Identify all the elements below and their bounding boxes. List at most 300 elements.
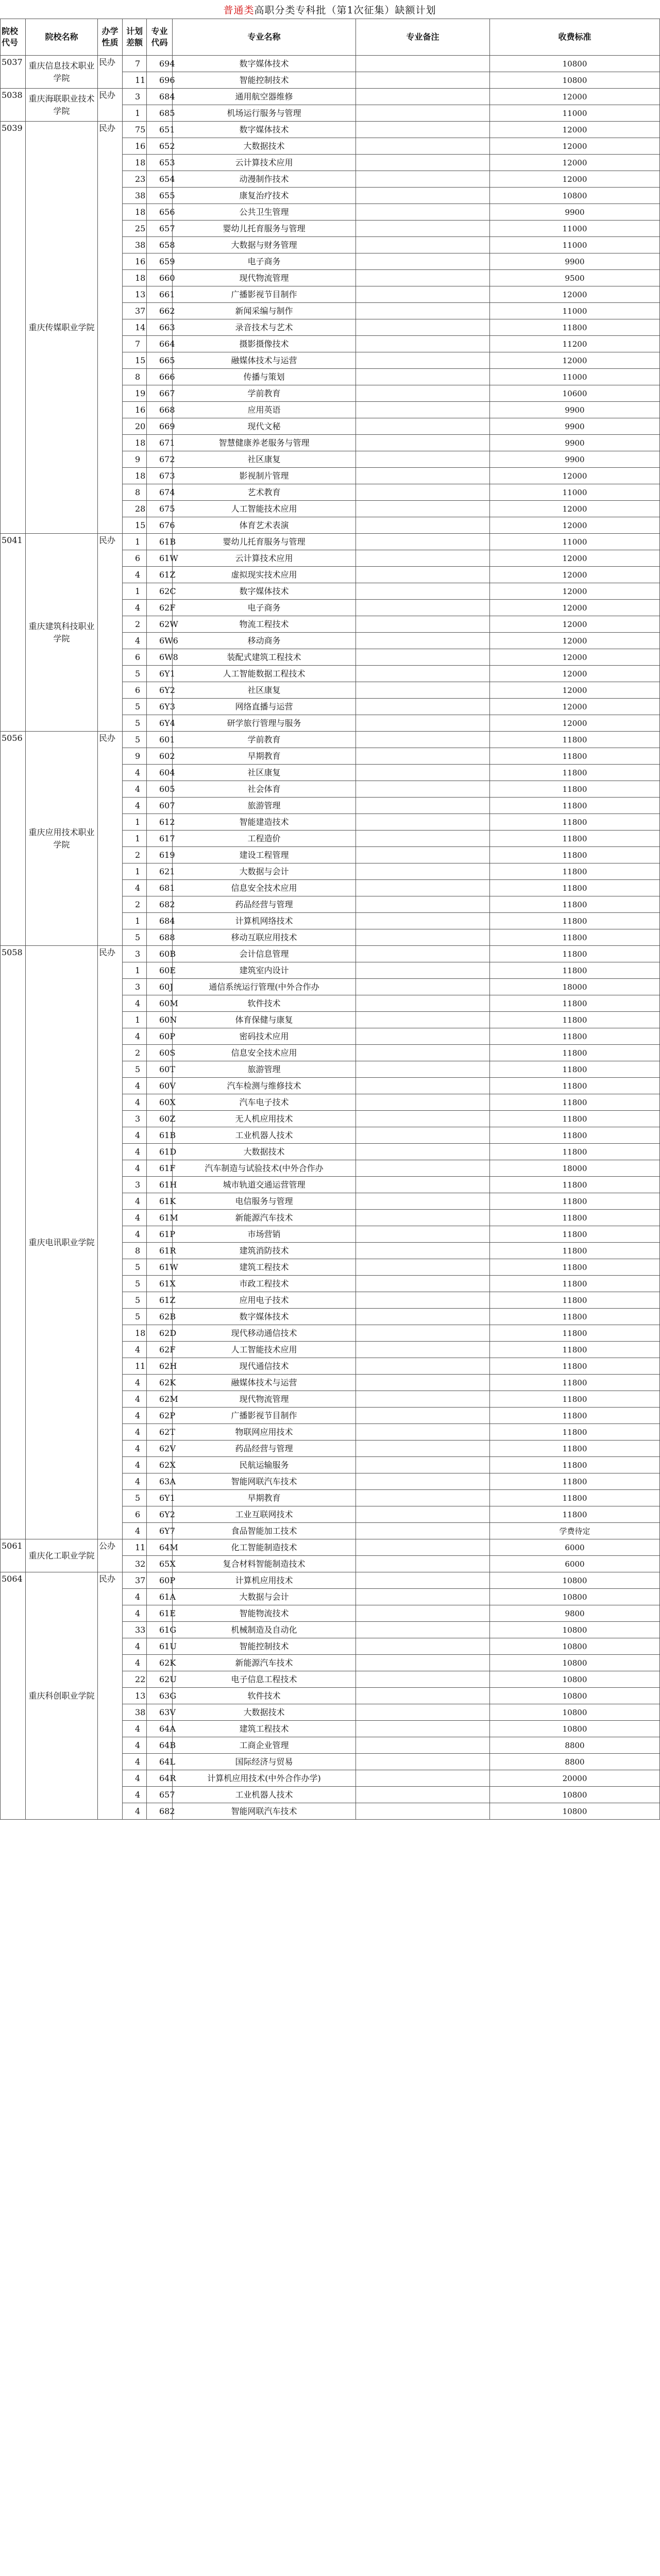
major-code: 601	[147, 732, 173, 748]
fee-cell: 10800	[490, 1655, 660, 1671]
fee-cell: 11800	[490, 913, 660, 929]
fee-cell: 11800	[490, 1028, 660, 1045]
remark-cell	[356, 237, 490, 253]
major-code: 6Y7	[147, 1523, 173, 1539]
table-row	[1, 534, 660, 550]
remark-cell	[356, 1523, 490, 1539]
fee-cell: 12000	[490, 138, 660, 155]
major-code: 6Y3	[147, 699, 173, 715]
major-code: 62X	[147, 1457, 173, 1473]
plan-cell: 4	[123, 1605, 147, 1622]
remark-cell	[356, 1424, 490, 1440]
fee-cell: 11800	[490, 1473, 660, 1490]
remark-cell	[356, 798, 490, 814]
plan-cell: 16	[123, 138, 147, 155]
fee-cell: 10800	[490, 1787, 660, 1803]
table-row	[1, 1539, 660, 1556]
major-name: 民航运输服务	[173, 1457, 356, 1473]
remark-cell	[356, 748, 490, 765]
plan-cell: 1	[123, 105, 147, 122]
major-code: 6Y4	[147, 715, 173, 732]
plan-cell: 4	[123, 1589, 147, 1605]
plan-cell: 28	[123, 501, 147, 517]
major-name: 汽车制造与试验技术(中外合作办	[173, 1160, 356, 1177]
remark-cell	[356, 1787, 490, 1803]
header-school-name: 院校名称	[26, 19, 98, 56]
plan-cell: 4	[123, 567, 147, 583]
remark-cell	[356, 682, 490, 699]
major-code: 673	[147, 468, 173, 484]
fee-cell: 11800	[490, 1325, 660, 1342]
plan-cell: 4	[123, 1721, 147, 1737]
major-name: 现代文秘	[173, 418, 356, 435]
plan-cell: 18	[123, 468, 147, 484]
fee-cell: 11800	[490, 1177, 660, 1193]
title-accent: 普通类	[223, 4, 255, 16]
remark-cell	[356, 1803, 490, 1820]
fee-cell: 11000	[490, 237, 660, 253]
school-name: 重庆应用技术职业学院	[26, 732, 98, 946]
remark-cell	[356, 1226, 490, 1243]
fee-cell: 12000	[490, 682, 660, 699]
major-code: 657	[147, 1787, 173, 1803]
remark-cell	[356, 633, 490, 649]
major-name: 智能物流技术	[173, 1605, 356, 1622]
page-title	[0, 0, 659, 19]
table-row	[1, 1572, 660, 1589]
major-code: 61W	[147, 1259, 173, 1276]
major-name: 康复治疗技术	[173, 188, 356, 204]
school-name: 重庆传媒职业学院	[26, 122, 98, 534]
plan-cell: 4	[123, 600, 147, 616]
major-name: 现代物流管理	[173, 270, 356, 286]
major-name: 应用电子技术	[173, 1292, 356, 1309]
major-name: 无人机应用技术	[173, 1111, 356, 1127]
plan-cell: 1	[123, 583, 147, 600]
major-code: 676	[147, 517, 173, 534]
fee-cell: 9900	[490, 418, 660, 435]
major-code: 61U	[147, 1638, 173, 1655]
major-name: 密码技术应用	[173, 1028, 356, 1045]
major-name: 公共卫生管理	[173, 204, 356, 221]
fee-cell: 11800	[490, 1358, 660, 1375]
plan-cell: 13	[123, 286, 147, 303]
fee-cell: 9800	[490, 1605, 660, 1622]
major-name: 工业机器人技术	[173, 1127, 356, 1144]
major-name: 现代移动通信技术	[173, 1325, 356, 1342]
major-name: 通用航空器维修	[173, 89, 356, 105]
major-name: 数字媒体技术	[173, 1309, 356, 1325]
fee-cell: 11000	[490, 221, 660, 237]
plan-cell: 4	[123, 1440, 147, 1457]
remark-cell	[356, 1622, 490, 1638]
remark-cell	[356, 863, 490, 880]
major-code: 62V	[147, 1440, 173, 1457]
remark-cell	[356, 1111, 490, 1127]
major-code: 63V	[147, 1704, 173, 1721]
major-name: 智能网联汽车技术	[173, 1803, 356, 1820]
major-code: 62H	[147, 1358, 173, 1375]
school-code: 5038	[1, 89, 26, 122]
fee-cell: 11800	[490, 1457, 660, 1473]
major-name: 汽车检测与维修技术	[173, 1078, 356, 1094]
major-code: 63A	[147, 1473, 173, 1490]
remark-cell	[356, 1127, 490, 1144]
major-name: 智能网联汽车技术	[173, 1473, 356, 1490]
plan-cell: 38	[123, 237, 147, 253]
plan-cell: 3	[123, 946, 147, 962]
fee-cell: 8800	[490, 1754, 660, 1770]
major-code: 612	[147, 814, 173, 831]
major-code: 61D	[147, 1144, 173, 1160]
major-code: 60Z	[147, 1111, 173, 1127]
major-code: 62K	[147, 1655, 173, 1671]
major-name: 移动互联应用技术	[173, 929, 356, 946]
remark-cell	[356, 1309, 490, 1325]
plan-cell: 9	[123, 451, 147, 468]
plan-cell: 25	[123, 221, 147, 237]
fee-cell: 11800	[490, 319, 660, 336]
fee-cell: 11800	[490, 896, 660, 913]
remark-cell	[356, 319, 490, 336]
major-name: 药品经营与管理	[173, 1440, 356, 1457]
plan-cell: 5	[123, 699, 147, 715]
plan-cell: 11	[123, 72, 147, 89]
fee-cell: 12000	[490, 468, 660, 484]
school-type: 民办	[98, 732, 123, 946]
fee-cell: 11800	[490, 1193, 660, 1210]
fee-cell: 11800	[490, 880, 660, 896]
remark-cell	[356, 600, 490, 616]
major-code: 65X	[147, 1556, 173, 1572]
plan-cell: 8	[123, 1243, 147, 1259]
school-type: 民办	[98, 56, 123, 89]
fee-cell: 10800	[490, 188, 660, 204]
remark-cell	[356, 369, 490, 385]
fee-cell: 10600	[490, 385, 660, 402]
plan-cell: 2	[123, 896, 147, 913]
remark-cell	[356, 418, 490, 435]
major-code: 661	[147, 286, 173, 303]
table-body	[1, 56, 660, 1820]
plan-cell: 16	[123, 253, 147, 270]
major-name: 电子商务	[173, 600, 356, 616]
remark-cell	[356, 1325, 490, 1342]
remark-cell	[356, 1605, 490, 1622]
major-name: 大数据技术	[173, 1704, 356, 1721]
major-code: 62W	[147, 616, 173, 633]
fee-cell: 学费待定	[490, 1523, 660, 1539]
major-code: 667	[147, 385, 173, 402]
plan-cell: 15	[123, 352, 147, 369]
major-name: 计算机网络技术	[173, 913, 356, 929]
school-name: 重庆建筑科技职业学院	[26, 534, 98, 732]
fee-cell: 6000	[490, 1539, 660, 1556]
major-name: 食品智能加工技术	[173, 1523, 356, 1539]
remark-cell	[356, 286, 490, 303]
fee-cell: 12000	[490, 583, 660, 600]
table-row	[1, 732, 660, 748]
remark-cell	[356, 616, 490, 633]
major-name: 软件技术	[173, 1688, 356, 1704]
major-code: 61G	[147, 1622, 173, 1638]
major-name: 计算机应用技术	[173, 1572, 356, 1589]
major-code: 685	[147, 105, 173, 122]
major-code: 61Z	[147, 567, 173, 583]
major-code: 658	[147, 237, 173, 253]
remark-cell	[356, 715, 490, 732]
remark-cell	[356, 1457, 490, 1473]
school-type: 民办	[98, 89, 123, 122]
plan-cell: 19	[123, 385, 147, 402]
remark-cell	[356, 583, 490, 600]
major-code: 62T	[147, 1424, 173, 1440]
major-code: 653	[147, 155, 173, 171]
school-code: 5041	[1, 534, 26, 732]
major-name: 大数据技术	[173, 138, 356, 155]
major-code: 664	[147, 336, 173, 352]
remark-cell	[356, 385, 490, 402]
major-name: 智能控制技术	[173, 1638, 356, 1655]
school-type: 民办	[98, 946, 123, 1539]
major-code: 652	[147, 138, 173, 155]
fee-cell: 12000	[490, 600, 660, 616]
major-name: 社会体育	[173, 781, 356, 798]
remark-cell	[356, 567, 490, 583]
major-code: 64A	[147, 1721, 173, 1737]
fee-cell: 11800	[490, 748, 660, 765]
fee-cell: 9900	[490, 253, 660, 270]
fee-cell: 8800	[490, 1737, 660, 1754]
major-name: 社区康复	[173, 682, 356, 699]
remark-cell	[356, 517, 490, 534]
major-code: 655	[147, 188, 173, 204]
plan-cell: 5	[123, 666, 147, 682]
plan-cell: 4	[123, 1210, 147, 1226]
major-name: 智慧健康养老服务与管理	[173, 435, 356, 451]
remark-cell	[356, 1490, 490, 1506]
major-name: 物流工程技术	[173, 616, 356, 633]
plan-cell: 4	[123, 1787, 147, 1803]
plan-cell: 1	[123, 534, 147, 550]
remark-cell	[356, 56, 490, 72]
major-code: 62C	[147, 583, 173, 600]
school-name: 重庆科创职业学院	[26, 1572, 98, 1820]
fee-cell: 11800	[490, 1490, 660, 1506]
plan-cell: 22	[123, 1671, 147, 1688]
plan-cell: 4	[123, 1078, 147, 1094]
major-name: 城市轨道交通运营管理	[173, 1177, 356, 1193]
remark-cell	[356, 138, 490, 155]
major-code: 6Y1	[147, 666, 173, 682]
remark-cell	[356, 913, 490, 929]
remark-cell	[356, 1045, 490, 1061]
remark-cell	[356, 435, 490, 451]
major-code: 61K	[147, 1193, 173, 1210]
major-name: 早期教育	[173, 748, 356, 765]
fee-cell: 12000	[490, 649, 660, 666]
fee-cell: 11800	[490, 1226, 660, 1243]
remark-cell	[356, 270, 490, 286]
major-code: 61P	[147, 1226, 173, 1243]
fee-cell: 12000	[490, 633, 660, 649]
major-name: 建筑工程技术	[173, 1259, 356, 1276]
plan-cell: 4	[123, 1523, 147, 1539]
header-school-code: 院校代号	[1, 19, 26, 56]
plan-cell: 3	[123, 1177, 147, 1193]
major-code: 671	[147, 435, 173, 451]
major-code: 668	[147, 402, 173, 418]
major-name: 虚拟现实技术应用	[173, 567, 356, 583]
remark-cell	[356, 1177, 490, 1193]
major-name: 人工智能技术应用	[173, 501, 356, 517]
major-name: 化工智能制造技术	[173, 1539, 356, 1556]
major-code: 60X	[147, 1094, 173, 1111]
plan-cell: 4	[123, 633, 147, 649]
major-code: 60T	[147, 1061, 173, 1078]
major-code: 6Y2	[147, 1506, 173, 1523]
major-name: 摄影摄像技术	[173, 336, 356, 352]
major-name: 软件技术	[173, 995, 356, 1012]
plan-cell: 38	[123, 1704, 147, 1721]
school-code: 5061	[1, 1539, 26, 1572]
major-name: 学前教育	[173, 385, 356, 402]
remark-cell	[356, 155, 490, 171]
major-name: 国际经济与贸易	[173, 1754, 356, 1770]
remark-cell	[356, 814, 490, 831]
fee-cell: 11800	[490, 1342, 660, 1358]
remark-cell	[356, 1193, 490, 1210]
plan-cell: 75	[123, 122, 147, 138]
major-name: 工业互联网技术	[173, 1506, 356, 1523]
remark-cell	[356, 1061, 490, 1078]
fee-cell: 10800	[490, 1671, 660, 1688]
fee-cell: 18000	[490, 979, 660, 995]
remark-cell	[356, 1770, 490, 1787]
fee-cell: 10800	[490, 1572, 660, 1589]
plan-cell: 38	[123, 188, 147, 204]
major-name: 物联网应用技术	[173, 1424, 356, 1440]
plan-cell: 4	[123, 1770, 147, 1787]
plan-cell: 4	[123, 1028, 147, 1045]
fee-cell: 10800	[490, 1622, 660, 1638]
plan-cell: 2	[123, 847, 147, 863]
remark-cell	[356, 188, 490, 204]
plan-cell: 4	[123, 1737, 147, 1754]
major-code: 659	[147, 253, 173, 270]
fee-cell: 12000	[490, 171, 660, 188]
fee-cell: 11800	[490, 814, 660, 831]
plan-cell: 4	[123, 1424, 147, 1440]
fee-cell: 11800	[490, 1259, 660, 1276]
major-code: 6Y1	[147, 1490, 173, 1506]
remark-cell	[356, 1556, 490, 1572]
major-code: 61R	[147, 1243, 173, 1259]
fee-cell: 11800	[490, 831, 660, 847]
major-code: 672	[147, 451, 173, 468]
remark-cell	[356, 1391, 490, 1408]
plan-cell: 7	[123, 336, 147, 352]
major-code: 607	[147, 798, 173, 814]
major-name: 旅游管理	[173, 1061, 356, 1078]
remark-cell	[356, 962, 490, 979]
major-code: 62U	[147, 1671, 173, 1688]
remark-cell	[356, 1539, 490, 1556]
remark-cell	[356, 1473, 490, 1490]
plan-cell: 6	[123, 649, 147, 666]
plan-cell: 1	[123, 913, 147, 929]
major-name: 社区康复	[173, 451, 356, 468]
school-name: 重庆海联职业技术学院	[26, 89, 98, 122]
fee-cell: 9900	[490, 204, 660, 221]
plan-cell: 6	[123, 682, 147, 699]
plan-cell: 4	[123, 1342, 147, 1358]
fee-cell: 10800	[490, 72, 660, 89]
plan-cell: 4	[123, 1193, 147, 1210]
major-name: 机械制造及自动化	[173, 1622, 356, 1638]
fee-cell: 11800	[490, 732, 660, 748]
major-code: 62P	[147, 1408, 173, 1424]
major-name: 信息安全技术应用	[173, 1045, 356, 1061]
fee-cell: 12000	[490, 616, 660, 633]
major-name: 复合材料智能制造技术	[173, 1556, 356, 1572]
remark-cell	[356, 1012, 490, 1028]
major-name: 建筑工程技术	[173, 1721, 356, 1737]
remark-cell	[356, 1440, 490, 1457]
major-code: 61B	[147, 534, 173, 550]
major-name: 大数据与会计	[173, 1589, 356, 1605]
remark-cell	[356, 484, 490, 501]
fee-cell: 11800	[490, 1375, 660, 1391]
remark-cell	[356, 946, 490, 962]
fee-cell: 11000	[490, 534, 660, 550]
fee-cell: 11800	[490, 1210, 660, 1226]
table-row	[1, 89, 660, 105]
fee-cell: 11000	[490, 484, 660, 501]
school-code: 5058	[1, 946, 26, 1539]
fee-cell: 12000	[490, 550, 660, 567]
plan-cell: 1	[123, 831, 147, 847]
school-name: 重庆信息技术职业学院	[26, 56, 98, 89]
fee-cell: 9500	[490, 270, 660, 286]
fee-cell: 12000	[490, 122, 660, 138]
major-code: 682	[147, 1803, 173, 1820]
remark-cell	[356, 1210, 490, 1226]
fee-cell: 11000	[490, 303, 660, 319]
major-code: 61W	[147, 550, 173, 567]
remark-cell	[356, 501, 490, 517]
plan-cell: 37	[123, 303, 147, 319]
major-code: 669	[147, 418, 173, 435]
plan-cell: 20	[123, 418, 147, 435]
plan-cell: 5	[123, 1292, 147, 1309]
remark-cell	[356, 649, 490, 666]
major-code: 621	[147, 863, 173, 880]
fee-cell: 11800	[490, 929, 660, 946]
major-code: 62B	[147, 1309, 173, 1325]
fee-cell: 11000	[490, 369, 660, 385]
remark-cell	[356, 699, 490, 715]
plan-cell: 18	[123, 204, 147, 221]
plan-cell: 5	[123, 1061, 147, 1078]
plan-cell: 4	[123, 798, 147, 814]
plan-cell: 5	[123, 715, 147, 732]
major-name: 市政工程技术	[173, 1276, 356, 1292]
remark-cell	[356, 896, 490, 913]
major-name: 电子商务	[173, 253, 356, 270]
fee-cell: 11200	[490, 336, 660, 352]
remark-cell	[356, 402, 490, 418]
